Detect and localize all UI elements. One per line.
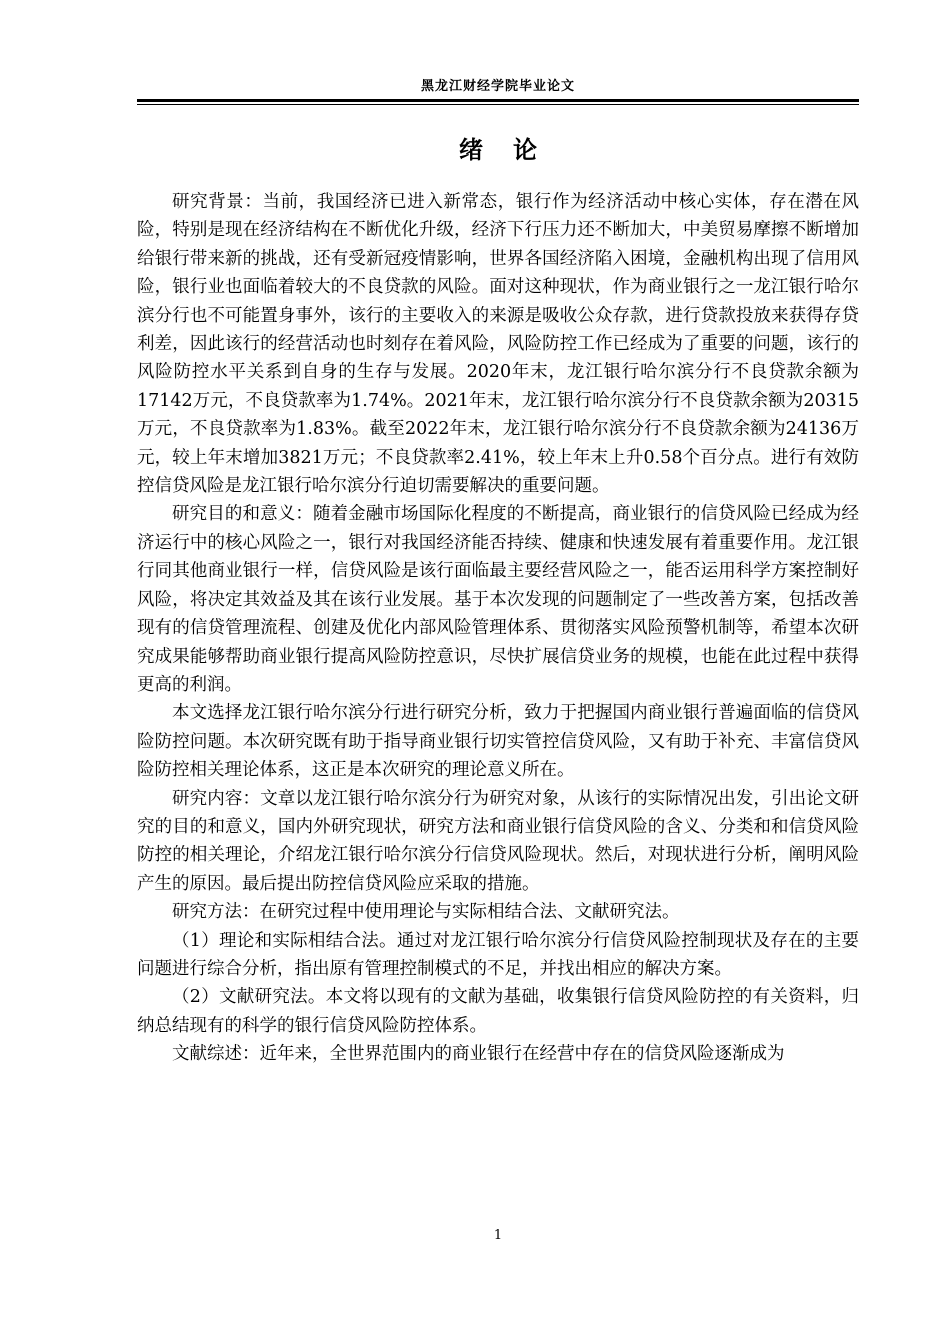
running-header: 黑龙江财经学院毕业论文: [420, 79, 575, 94]
paragraph-method-1: （1）理论和实际相结合法。通过对龙江银行哈尔滨分行信贷风险控制现状及存在的主要问题进行综合分析，指出原有管理控制模式的不足，并找出相应的解决方案。: [137, 930, 859, 979]
paragraph-research-content: 研究内容：文章以龙江银行哈尔滨分行为研究对象，从该行的实际情况出发，引出论文研究的目的和意义，国内外研究现状，研究方法和商业银行信贷风险的含义、分类和和信贷风险防控的相关理论，介绍龙江银行哈尔滨分行信贷风险现状。然后，对现状进行分析，阐明风险产生的原因。最后提出防控信贷风险应采取的措施。: [137, 788, 859, 894]
paragraph-theoretical-significance: 本文选择龙江银行哈尔滨分行进行研究分析，致力于把握国内商业银行普遍面临的信贷风险防控问题。本次研究既有助于指导商业银行切实管控信贷风险，又有助于补充、丰富信贷风险防控相关理论体系，这正是本次研究的理论意义所在。: [137, 703, 859, 781]
header-rule-thin: [137, 104, 859, 105]
header-rule-thick: [137, 99, 859, 102]
page-number: 1: [493, 1228, 503, 1243]
paragraph-purpose: 研究目的和意义：随着金融市场国际化程度的不断提高，商业银行的信贷风险已经成为经济运行中的核心风险之一，银行对我国经济能否持续、健康和快速发展有着重要作用。龙江银行同其他商业银行一样，信贷风险是该行面临最主要经营风险之一，能否运用科学方案控制好风险，将决定其效益及其在该行业发展。基于本次发现的问题制定了一些改善方案，包括改善现有的信贷管理流程、创建及优化内部风险管理体系、贯彻落实风险预警机制等，希望本次研究成果能够帮助商业银行提高风险防控意识，尽快扩展信贷业务的规模，也能在此过程中获得更高的利润。: [137, 504, 859, 695]
paragraph-method-2: （2）文献研究法。本文将以现有的文献为基础，收集银行信贷风险防控的有关资料，归纳总结现有的科学的银行信贷风险防控体系。: [137, 987, 859, 1036]
body-text: [137, 188, 859, 1069]
chapter-title: 绪论: [459, 135, 567, 164]
paragraph-literature-review: 文献综述：近年来，全世界范围内的商业银行在经营中存在的信贷风险逐渐成为: [172, 1044, 785, 1065]
paragraph-research-methods: 研究方法：在研究过程中使用理论与实际相结合法、文献研究法。: [172, 902, 680, 923]
paragraph-background: 研究背景：当前，我国经济已进入新常态，银行作为经济活动中核心实体，存在潜在风险，特别是现在经济结构在不断优化升级，经济下行压力还不断加大，中美贸易摩擦不断增加给银行带来新的挑战，还有受新冠疫情影响，世界各国经济陷入困境，金融机构出现了信用风险，银行业也面临着较大的不良贷款的风险。面对这种现状，作为商业银行之一龙江银行哈尔滨分行也不可能置身事外，该行的主要收入的来源是吸收公众存款，进行贷款投放来获得存贷利差，因此该行的经营活动也时刻存在着风险，风险防控工作已经成为了重要的问题，该行的风险防控水平关系到自身的生存与发展。2020年末，龙江银行哈尔滨分行不良贷款余额为17142万元，不良贷款率为1.74%。2021年末，龙江银行哈尔滨分行不良贷款余额为20315万元，不良贷款率为1.83%。截至2022年末，龙江银行哈尔滨分行不良贷款余额为24136万元，较上年末增加3821万元；不良贷款率2.41%，较上年末上升0.58个百分点。进行有效防控信贷风险是龙江银行哈尔滨分行迫切需要解决的重要问题。: [137, 192, 859, 497]
